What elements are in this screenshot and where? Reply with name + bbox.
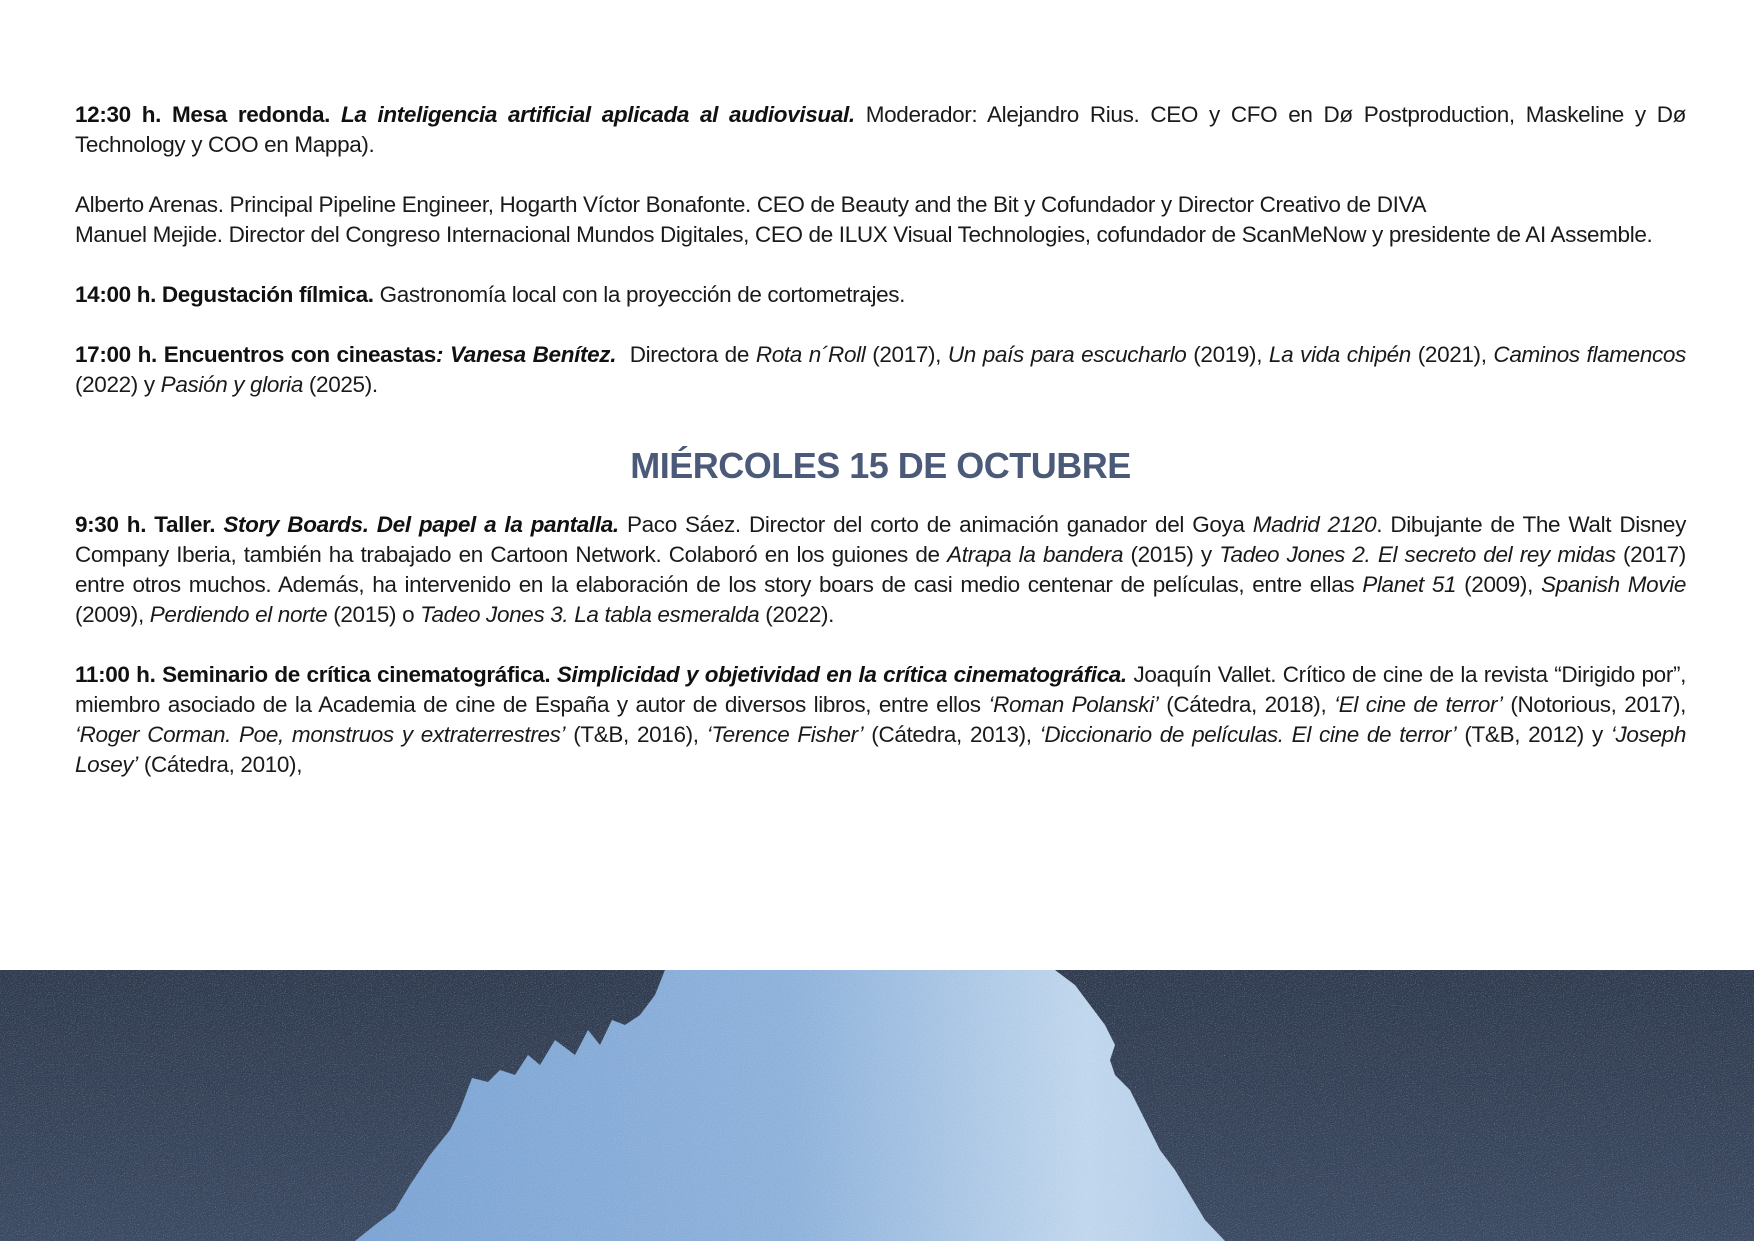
event-subtitle: La inteligencia artificial aplicada al audiovisual.	[340, 102, 855, 127]
program-content	[75, 100, 1686, 780]
mountain-silhouette-icon	[0, 970, 1754, 1241]
event-time-title: 14:00 h. Degustación fílmica.	[75, 282, 374, 307]
event-subtitle: Simplicidad y objetividad en la crítica cinematográfica.	[556, 662, 1127, 687]
event-guest: Vanesa Benítez.	[449, 342, 617, 367]
film-title: Pasión y gloria	[160, 372, 303, 397]
mountain-photo	[0, 970, 1754, 1241]
film-title: Caminos flamencos	[1493, 342, 1686, 367]
event-time-title: 11:00 h. Seminario de crítica cinematográfica.	[75, 662, 551, 687]
day-heading: MIÉRCOLES 15 DE OCTUBRE	[630, 445, 1131, 486]
film-title: Rota n´Roll	[755, 342, 866, 367]
event-1700: 17:00 h. Encuentros con cineastas: Vanesa Benítez. Directora de Rota n´Roll (2017), Un país para escucharlo (2019), La vida chipén (2021), Caminos flamencos (2022) y Pasión y gloria (2025).	[75, 342, 1686, 397]
film-title: Un país para escucharlo	[947, 342, 1187, 367]
event-time-title: 12:30 h. Mesa redonda.	[75, 102, 331, 127]
event-1400	[75, 280, 1686, 310]
event-body: Gastronomía local con la proyección de cortometrajes.	[379, 282, 906, 307]
participant-1: Alberto Arenas. Principal Pipeline Engineer, Hogarth Víctor Bonafonte. CEO de Beauty and the Bit y Cofundador y Director Creativo de DIVA	[75, 192, 1427, 217]
event-body: Moderador: Alejandro Rius. CEO y CFO en Dø Postproduction, Maskeline y Dø Technology y COO en Mappa).	[75, 102, 1687, 157]
event-1230	[75, 100, 1686, 160]
event-1100: 11:00 h. Seminario de crítica cinematográfica. Simplicidad y objetividad en la crítica cinematográfica. Joaquín Vallet. Crítico de cine de la revista “Dirigido por”, miembro asociado de la Academia de cine de España y autor de diversos libros, entre ellos ‘Roman Polanski’ (Cátedra, 2018), ‘El cine de terror’ (Notorious, 2017), ‘Roger Corman. Poe, monstruos y extraterrestres’ (T&B, 2016), ‘Terence Fisher’ (Cátedra, 2013), ‘Diccionario de películas. El cine de terror’ (T&B, 2012) y ‘Joseph Losey’ (Cátedra, 2010),	[75, 662, 1687, 777]
film-title: La vida chipén	[1268, 342, 1411, 367]
participant-2: Manuel Mejide. Director del Congreso Internacional Mundos Digitales, CEO de ILUX Visual Technologies, cofundador de ScanMeNow y presidente de AI Assemble.	[75, 222, 1653, 247]
event-time-title: 9:30 h. Taller.	[75, 512, 216, 537]
event-subtitle: Story Boards. Del papel a la pantalla.	[223, 512, 619, 537]
event-0930: 9:30 h. Taller. Story Boards. Del papel a la pantalla. Paco Sáez. Director del corto de animación ganador del Goya Madrid 2120. Dibujante de The Walt Disney Company Iberia, también ha trabajado en Cartoon Network. Colaboró en los guiones de Atrapa la bandera (2015) y Tadeo Jones 2. El secreto del rey midas (2017) entre otros muchos. Además, ha intervenido en la elaboración de los story boars de casi medio centenar de películas, entre ellas Planet 51 (2009), Spanish Movie (2009), Perdiendo el norte (2015) o Tadeo Jones 3. La tabla esmeralda (2022).	[75, 512, 1687, 627]
event-time-title: 17:00 h. Encuentros con cineastas	[75, 342, 436, 367]
